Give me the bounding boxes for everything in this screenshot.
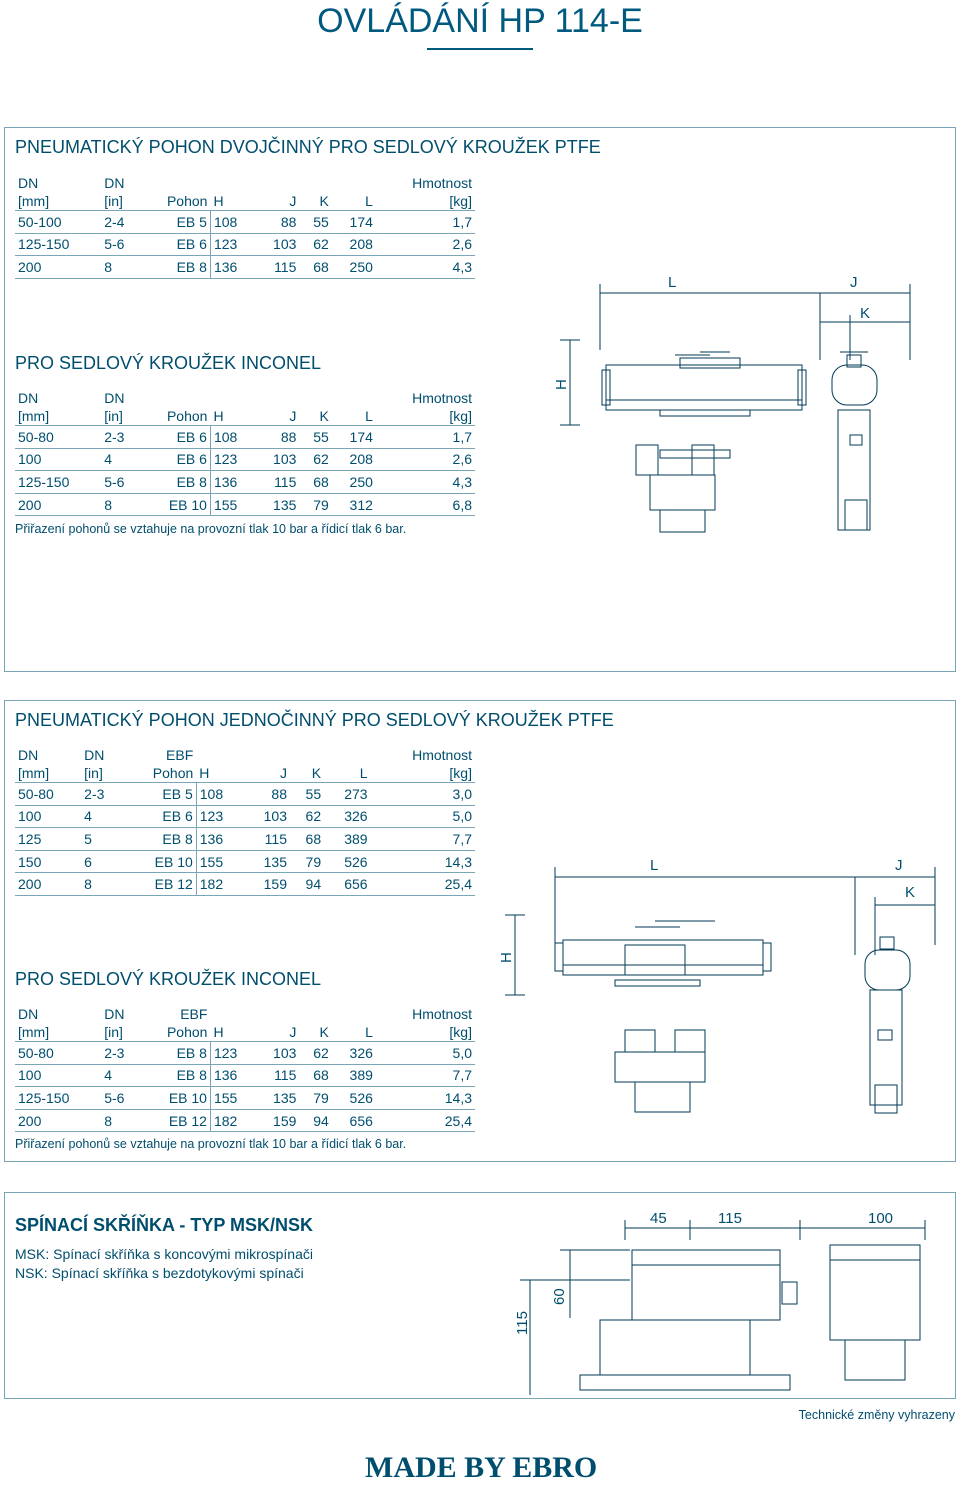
column-header (299, 1005, 331, 1023)
column-header (255, 389, 299, 407)
column-header (244, 746, 290, 764)
table-row (15, 233, 475, 256)
dim-label-v115: 115 (514, 1311, 531, 1335)
table-cell: 4,3 (376, 256, 475, 279)
made-by-ebro-logo (360, 1425, 640, 1485)
column-header (332, 389, 376, 407)
technical-changes-note: Technické změny vyhrazeny (798, 1408, 955, 1422)
column-header: [kg] (449, 1024, 472, 1040)
table-cell: 200 (15, 873, 81, 896)
table-cell: EB 6 (123, 805, 197, 828)
table-cell: 94 (299, 1109, 331, 1132)
table-cell: 50-80 (15, 1042, 101, 1065)
table-cell: 88 (255, 211, 299, 234)
table-cell: 14,3 (371, 850, 475, 873)
table-cell: EB 10 (141, 1087, 211, 1110)
column-header (255, 174, 299, 192)
table-cell: 4,3 (376, 471, 475, 494)
table-cell: 125-150 (15, 233, 101, 256)
table-row (15, 805, 475, 828)
table-cell: 2-4 (101, 211, 140, 234)
table-cell: EB 8 (141, 471, 211, 494)
table-cell: EB 6 (141, 448, 211, 471)
table-cell: EB 8 (141, 256, 211, 279)
table-cell: 8 (81, 873, 123, 896)
table-cell: 125-150 (15, 471, 101, 494)
table-cell: 123 (210, 1042, 255, 1065)
table-cell: 135 (255, 493, 299, 516)
table-cell: 389 (324, 828, 370, 851)
dim-label-v60: 60 (551, 1288, 568, 1305)
table-cell: 326 (332, 1042, 376, 1065)
column-header: DN (18, 747, 39, 763)
section-heading: PRO SEDLOVÝ KROUŽEK INCONEL (15, 353, 322, 373)
table-cell: 55 (299, 426, 331, 449)
table-cell: 68 (290, 828, 324, 851)
table-row (15, 828, 475, 851)
table-cell: 3,0 (371, 783, 475, 806)
column-header: [mm] (18, 765, 50, 781)
table-cell: 25,4 (371, 873, 475, 896)
page-title: OVLÁDÁNÍ HP 114-E (317, 2, 643, 40)
table-row (15, 426, 475, 449)
table-cell: 208 (332, 233, 376, 256)
column-header: DN (104, 390, 125, 406)
table-cell: 115 (255, 1064, 299, 1087)
table-cell: 7,7 (371, 828, 475, 851)
column-header: J (289, 193, 297, 209)
table-cell: 62 (299, 448, 331, 471)
actuator-drawing-ebf (495, 845, 955, 1145)
table-cell: 68 (299, 471, 331, 494)
logo-text: MADE BY EBRO (365, 1451, 598, 1484)
table-cell: EB 6 (141, 233, 211, 256)
table-cell: 108 (210, 426, 255, 449)
table-cell: 79 (299, 1087, 331, 1110)
footnote: Přiřazení pohonů se vztahuje na provozní tlak 10 bar a řídicí tlak 6 bar. (15, 1137, 407, 1151)
column-header: [kg] (449, 408, 472, 424)
table-cell: 79 (290, 850, 324, 873)
column-header: EBF (166, 747, 194, 763)
table-cell: 155 (196, 850, 243, 873)
table-cell: 135 (244, 850, 290, 873)
column-header: [in] (104, 1024, 123, 1040)
table-cell: 68 (299, 1064, 331, 1087)
table-cell: EB 12 (123, 873, 197, 896)
table-cell: 100 (15, 1064, 101, 1087)
table-cell: 100 (15, 805, 81, 828)
table-cell: 5,0 (371, 805, 475, 828)
table-cell: 250 (332, 256, 376, 279)
column-header: H (213, 1024, 224, 1040)
table-cell: 150 (15, 850, 81, 873)
column-header: K (319, 408, 329, 424)
table-ptfe-single (15, 746, 475, 896)
table-cell: 2,6 (376, 233, 475, 256)
table-cell: 200 (15, 1109, 101, 1132)
table-cell: 62 (290, 805, 324, 828)
table-cell: 103 (244, 805, 290, 828)
table-cell: 108 (196, 783, 243, 806)
dim-label-H: H (498, 952, 515, 963)
column-header: DN (104, 1006, 125, 1022)
column-header: H (213, 193, 224, 209)
table-cell: 68 (299, 256, 331, 279)
table-cell: 159 (244, 873, 290, 896)
column-header (299, 174, 331, 192)
table-cell: 250 (332, 471, 376, 494)
column-header (141, 389, 211, 407)
table-row (15, 256, 475, 279)
table-cell: EB 8 (141, 1064, 211, 1087)
table-row (15, 850, 475, 873)
table-cell: 1,7 (376, 211, 475, 234)
table-cell: EB 5 (123, 783, 197, 806)
table-cell: 94 (290, 873, 324, 896)
column-header (290, 746, 324, 764)
column-header: [in] (104, 193, 123, 209)
msk-description: MSK: Spínací skříňka s koncovými mikrospínači (15, 1246, 313, 1262)
column-header: [in] (84, 765, 103, 781)
table-cell: 182 (196, 873, 243, 896)
table-cell: 62 (299, 1042, 331, 1065)
table-cell: 115 (255, 256, 299, 279)
table-cell: 103 (255, 233, 299, 256)
table-row (15, 1087, 475, 1110)
table-cell: 8 (101, 256, 140, 279)
table-cell: 174 (332, 211, 376, 234)
table-cell: 7,7 (376, 1064, 475, 1087)
column-header: H (199, 765, 210, 781)
column-header: EBF (180, 1006, 208, 1022)
table-cell: 108 (210, 211, 255, 234)
dim-label-H: H (553, 379, 570, 390)
table-row (15, 783, 475, 806)
column-header: Hmotnost (412, 747, 472, 763)
section-heading: PRO SEDLOVÝ KROUŽEK INCONEL (15, 969, 322, 989)
table-cell: 123 (210, 448, 255, 471)
table-cell: 8 (101, 1109, 140, 1132)
table-cell: 115 (244, 828, 290, 851)
column-header: DN (104, 175, 125, 191)
dim-label-115: 115 (718, 1210, 742, 1227)
table-cell: 136 (210, 256, 255, 279)
column-header (210, 389, 255, 407)
table-row (15, 873, 475, 896)
table-cell: 389 (332, 1064, 376, 1087)
table-cell: EB 8 (123, 828, 197, 851)
table-inconel-single (15, 1005, 475, 1132)
column-header: Hmotnost (412, 175, 472, 191)
table-cell: 6,8 (376, 493, 475, 516)
table-cell: 2-3 (81, 783, 123, 806)
table-cell: 62 (299, 233, 331, 256)
table-cell: 273 (324, 783, 370, 806)
table-cell: 88 (255, 426, 299, 449)
table-cell: 135 (255, 1087, 299, 1110)
dim-label-K: K (860, 305, 871, 322)
column-header: [kg] (449, 765, 472, 781)
table-cell: 50-80 (15, 783, 81, 806)
table-row (15, 211, 475, 234)
table-cell: 55 (290, 783, 324, 806)
table-cell: EB 5 (141, 211, 211, 234)
column-header: K (319, 193, 329, 209)
column-header: J (279, 765, 287, 781)
table-cell: 2,6 (376, 448, 475, 471)
column-header: [in] (104, 408, 123, 424)
table-cell: 656 (332, 1109, 376, 1132)
column-header: L (365, 408, 373, 424)
table-cell: 1,7 (376, 426, 475, 449)
table-cell: 174 (332, 426, 376, 449)
table-cell: 5-6 (101, 233, 140, 256)
table-cell: 155 (210, 493, 255, 516)
dim-label-100: 100 (868, 1210, 894, 1227)
table-cell: EB 10 (123, 850, 197, 873)
table-cell: 6 (81, 850, 123, 873)
dim-label-45: 45 (650, 1210, 667, 1227)
column-header (332, 1005, 376, 1023)
dim-label-K: K (905, 884, 916, 901)
table-cell: 5-6 (101, 1087, 140, 1110)
table-cell: 103 (255, 448, 299, 471)
dim-label-L: L (650, 857, 659, 874)
column-header (210, 174, 255, 192)
table-cell: 136 (196, 828, 243, 851)
table-cell: 326 (324, 805, 370, 828)
actuator-drawing (550, 270, 950, 560)
table-cell: 79 (299, 493, 331, 516)
nsk-description: NSK: Spínací skříňka s bezdotykovými spínači (15, 1265, 304, 1281)
table-cell: EB 12 (141, 1109, 211, 1132)
column-header: K (319, 1024, 329, 1040)
column-header: Pohon (166, 193, 208, 209)
column-header (210, 1005, 255, 1023)
table-cell: 200 (15, 493, 101, 516)
table-cell: 182 (210, 1109, 255, 1132)
column-header: [mm] (18, 1024, 50, 1040)
table-cell: EB 10 (141, 493, 211, 516)
table-cell: EB 6 (141, 426, 211, 449)
title-underline (427, 48, 533, 50)
table-cell: 25,4 (376, 1109, 475, 1132)
dim-label-J: J (895, 857, 903, 874)
table-cell: EB 8 (141, 1042, 211, 1065)
table-row (15, 1042, 475, 1065)
table-cell: 50-80 (15, 426, 101, 449)
table-cell: 5,0 (376, 1042, 475, 1065)
column-header (324, 746, 370, 764)
table-cell: 4 (81, 805, 123, 828)
table-cell: 103 (255, 1042, 299, 1065)
table-cell: 115 (255, 471, 299, 494)
column-header: Hmotnost (412, 1006, 472, 1022)
column-header: [mm] (18, 408, 50, 424)
column-header: H (213, 408, 224, 424)
table-row (15, 471, 475, 494)
switch-box-drawing (500, 1200, 940, 1395)
column-header (196, 746, 243, 764)
column-header: Pohon (166, 1024, 208, 1040)
column-header: J (289, 408, 297, 424)
table-cell: 50-100 (15, 211, 101, 234)
footnote: Přiřazení pohonů se vztahuje na provozní tlak 10 bar a řídicí tlak 6 bar. (15, 522, 407, 536)
table-cell: 526 (332, 1087, 376, 1110)
table-cell: 2-3 (101, 426, 140, 449)
column-header: L (359, 765, 368, 781)
table-row (15, 448, 475, 471)
column-header: [mm] (18, 193, 50, 209)
section-heading: PNEUMATICKÝ POHON DVOJČINNÝ PRO SEDLOVÝ KROUŽEK PTFE (15, 137, 601, 157)
column-header: J (289, 1024, 297, 1040)
table-cell: 526 (324, 850, 370, 873)
table-cell: 14,3 (376, 1087, 475, 1110)
column-header: Pohon (166, 408, 208, 424)
column-header: L (365, 1024, 373, 1040)
table-cell: 2-3 (101, 1042, 140, 1065)
column-header (141, 174, 211, 192)
table-cell: 136 (210, 1064, 255, 1087)
column-header (299, 389, 331, 407)
table-cell: 208 (332, 448, 376, 471)
column-header (255, 1005, 299, 1023)
column-header: DN (18, 1006, 39, 1022)
dim-label-L: L (668, 274, 677, 291)
table-cell: 4 (101, 448, 140, 471)
column-header (332, 174, 376, 192)
table-cell: 125-150 (15, 1087, 101, 1110)
table-cell: 5 (81, 828, 123, 851)
table-ptfe-double (15, 174, 475, 279)
table-row (15, 493, 475, 516)
table-cell: 656 (324, 873, 370, 896)
column-header: K (311, 765, 322, 781)
dim-label-J: J (850, 274, 858, 291)
column-header: DN (18, 175, 39, 191)
table-cell: 125 (15, 828, 81, 851)
column-header: L (365, 193, 373, 209)
section-heading: SPÍNACÍ SKŘÍŇKA - TYP MSK/NSK (15, 1215, 314, 1235)
table-cell: 159 (255, 1109, 299, 1132)
table-row (15, 1109, 475, 1132)
column-header: DN (84, 747, 105, 763)
table-row (15, 1064, 475, 1087)
table-cell: 4 (101, 1064, 140, 1087)
column-header: [kg] (449, 193, 472, 209)
column-header: Hmotnost (412, 390, 472, 406)
section-heading: PNEUMATICKÝ POHON JEDNOČINNÝ PRO SEDLOVÝ KROUŽEK PTFE (15, 710, 614, 730)
table-cell: 100 (15, 448, 101, 471)
table-cell: 136 (210, 471, 255, 494)
column-header: DN (18, 390, 39, 406)
table-cell: 88 (244, 783, 290, 806)
table-cell: 55 (299, 211, 331, 234)
table-cell: 123 (196, 805, 243, 828)
table-cell: 123 (210, 233, 255, 256)
table-cell: 5-6 (101, 471, 140, 494)
table-cell: 200 (15, 256, 101, 279)
column-header: Pohon (152, 765, 194, 781)
table-cell: 312 (332, 493, 376, 516)
table-cell: 8 (101, 493, 140, 516)
table-inconel-double (15, 389, 475, 516)
table-cell: 155 (210, 1087, 255, 1110)
